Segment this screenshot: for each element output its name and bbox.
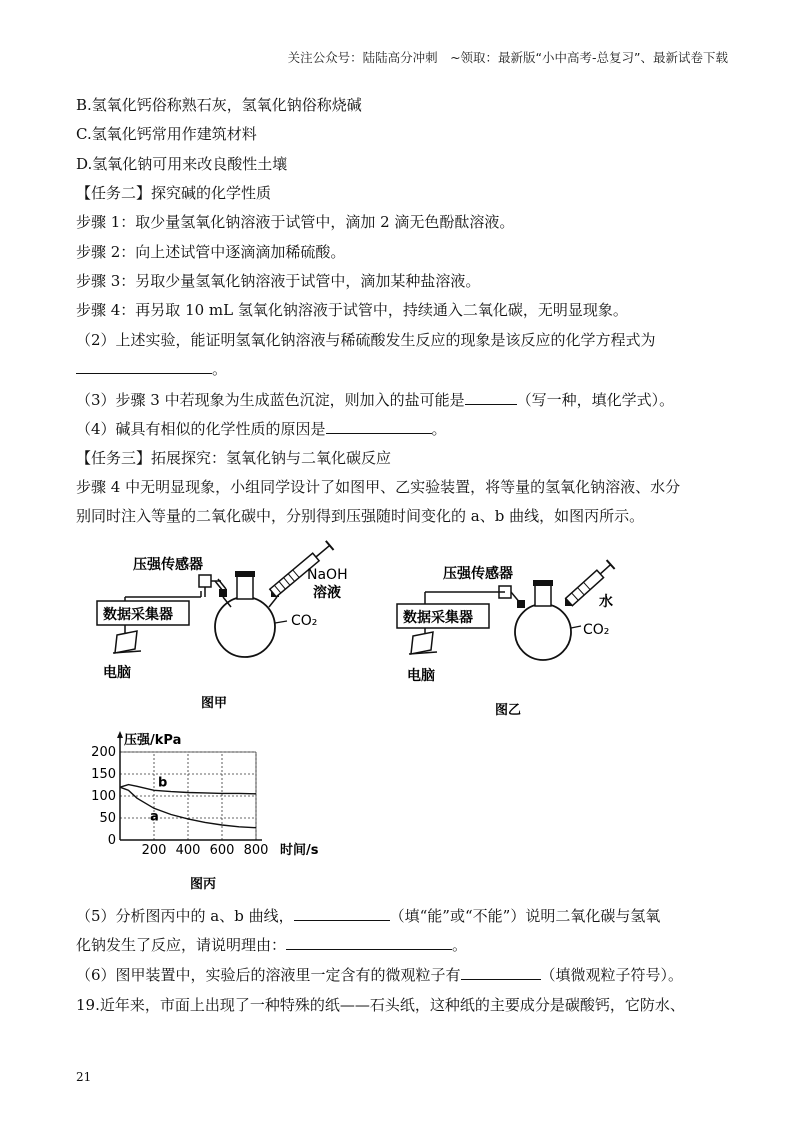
question-4: [76, 419, 447, 439]
figure-bing-caption: 图丙: [190, 877, 217, 892]
sensor-box: [199, 575, 211, 587]
reagent-water-label: 水: [599, 594, 613, 610]
data-collector-label: 数据采集器: [403, 610, 473, 626]
pressure-sensor-label: 压强传感器: [133, 557, 203, 573]
task3-intro-2: 别同时注入等量的二氧化碳中，分别得到压强随时间变化的 a、b 曲线，如图丙所示。: [76, 507, 645, 525]
page-header: 关注公众号：陆陆高分冲刺 ~领取：最新版“小中高考-总复习”、最新试卷下载: [287, 50, 728, 65]
question-19: 19.近年来，市面上出现了一种特殊的纸——石头纸，这种纸的主要成分是碳酸钙，它防水、: [76, 996, 685, 1014]
reagent-naoh-label: NaOH: [307, 567, 348, 583]
computer-icon: [411, 632, 433, 654]
question-3: [76, 390, 674, 410]
question-5-text: （5）分析图丙中的 a、b 曲线，: [76, 907, 294, 925]
answer-blank-2[interactable]: [76, 359, 212, 374]
y-tick-label: 0: [107, 833, 116, 848]
computer-label: 电脑: [103, 665, 131, 681]
question-6-end: （填微观粒子符号）。: [540, 966, 684, 984]
apparatus-yi-diagram: [395, 548, 655, 723]
flask-yi: [515, 604, 571, 660]
flask-neck: [237, 575, 253, 599]
question-4-text: （4）碱具有相似的化学性质的原因是: [76, 420, 326, 438]
step3: 步骤 3：另取少量氢氧化钠溶液于试管中，滴加某种盐溶液。: [76, 272, 481, 290]
question-5-reason: [76, 935, 467, 955]
stopper-left: [219, 589, 227, 597]
apparatus-jia-diagram: [95, 535, 385, 715]
question-2-end: 。: [212, 360, 228, 378]
question-2-answer: [76, 359, 227, 379]
x-tick-label: 200: [141, 843, 167, 858]
answer-blank-5b[interactable]: [286, 935, 452, 950]
series-b-line: [120, 785, 256, 794]
pressure-time-chart: [80, 728, 350, 893]
page-number: 21: [76, 1070, 92, 1084]
y-tick-label: 100: [91, 789, 116, 804]
question-6: [76, 965, 683, 985]
x-axis-label: 时间/s: [280, 843, 319, 858]
question-4-end: 。: [431, 420, 447, 438]
step1: 步骤 1：取少量氢氧化钠溶液于试管中，滴加 2 滴无色酚酞溶液。: [76, 213, 515, 231]
data-collector-label: 数据采集器: [103, 607, 173, 623]
y-tick-label: 150: [91, 767, 116, 782]
task3-intro-1: 步骤 4 中无明显现象，小组同学设计了如图甲、乙实验装置，将等量的氢氧化钠溶液、水分: [76, 478, 681, 496]
option-b: B.氢氧化钙俗称熟石灰，氢氧化钠俗称烧碱: [76, 96, 362, 114]
figure-jia: [95, 535, 385, 719]
question-5-hint: （填“能”或“不能”）说明二氧化碳与氢氧: [389, 907, 661, 925]
question-3-end: （写一种，填化学式）。: [516, 391, 675, 409]
series-b-label: b: [158, 775, 168, 791]
question-6-text: （6）图甲装置中，实验后的溶液里一定含有的微观粒子有: [76, 966, 461, 984]
answer-blank-4[interactable]: [326, 419, 432, 434]
computer-label: 电脑: [407, 668, 435, 684]
answer-blank-5a[interactable]: [294, 906, 390, 921]
x-tick-label: 800: [243, 843, 269, 858]
y-tick-label: 200: [91, 745, 116, 760]
computer-icon: [115, 631, 137, 653]
option-c: C.氢氧化钙常用作建筑材料: [76, 125, 257, 143]
option-d: D.氢氧化钠可用来改良酸性土壤: [76, 155, 288, 173]
task3-heading: 【任务三】拓展探究：氢氧化钠与二氧化碳反应: [76, 449, 392, 467]
task2-heading: 【任务二】探究碱的化学性质: [76, 184, 272, 202]
question-2: （2）上述实验，能证明氢氧化钠溶液与稀硫酸发生反应的现象是该反应的化学方程式为: [76, 331, 656, 349]
figure-jia-caption: 图甲: [201, 696, 228, 711]
question-3-text: （3）步骤 3 中若现象为生成蓝色沉淀，则加入的盐可能是: [76, 391, 465, 409]
question-5-reason-text: 化钠发生了反应，请说明理由：: [76, 936, 287, 954]
x-tick-label: 400: [175, 843, 201, 858]
series-a-label: a: [150, 809, 159, 825]
pressure-sensor-label: 压强传感器: [443, 566, 513, 582]
y-tick-label: 50: [99, 811, 116, 826]
flask-jia: [215, 597, 275, 657]
answer-blank-3[interactable]: [465, 390, 517, 405]
question-5: [76, 906, 660, 926]
figure-bing: [80, 728, 350, 897]
step2: 步骤 2：向上述试管中逐滴滴加稀硫酸。: [76, 243, 346, 261]
y-axis-arrow: [117, 731, 123, 738]
flask-neck: [535, 584, 551, 606]
y-axis-label: 压强/kPa: [124, 733, 182, 748]
answer-blank-6[interactable]: [461, 965, 541, 980]
gas-co2-label: CO₂: [291, 613, 318, 629]
figure-yi: [395, 548, 655, 727]
question-5-end: 。: [452, 936, 468, 954]
x-tick-label: 600: [209, 843, 235, 858]
figure-yi-caption: 图乙: [495, 703, 522, 718]
reagent-solution-label: 溶液: [313, 585, 341, 601]
gas-co2-label: CO₂: [583, 622, 610, 638]
step4: 步骤 4：再另取 10 mL 氢氧化钠溶液于试管中，持续通入二氧化碳，无明显现象。: [76, 301, 628, 319]
